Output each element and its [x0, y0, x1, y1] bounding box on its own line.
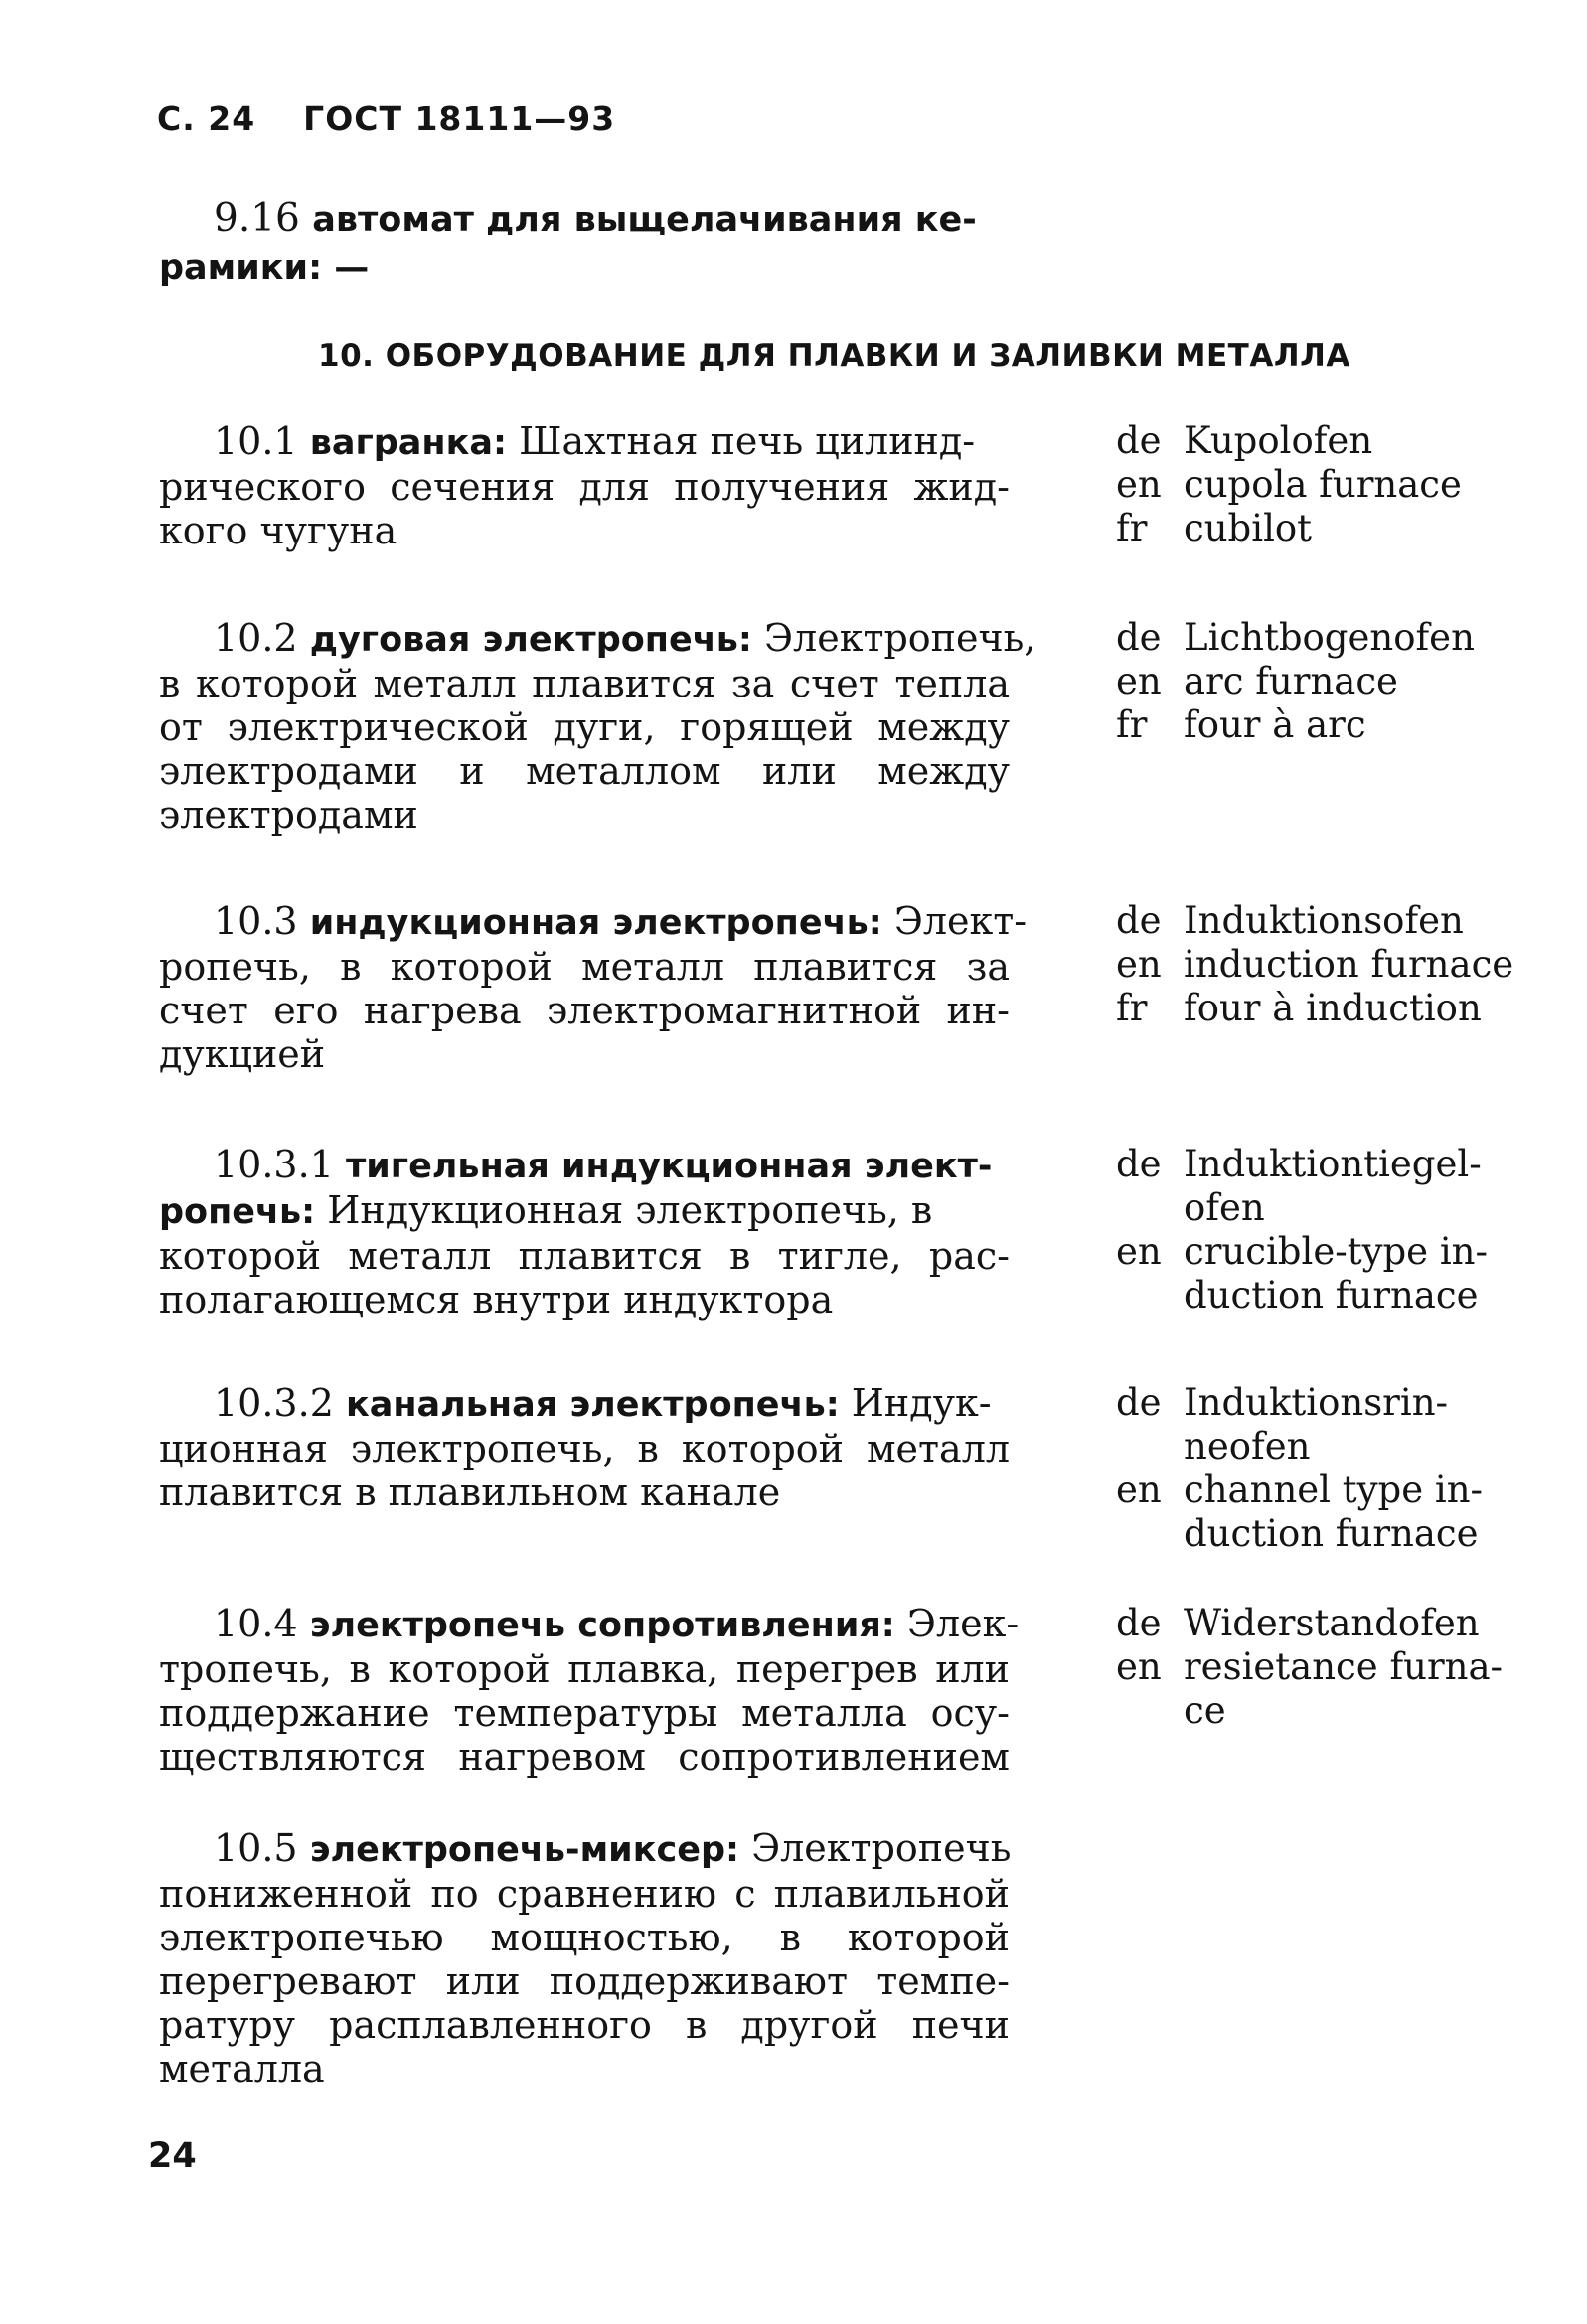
term-name-cont: рамики: —	[159, 248, 370, 288]
definition-line: дукцией	[159, 1032, 326, 1076]
definition-text: Шахтная печь цилинд-	[519, 419, 976, 463]
term-number: 10.4	[214, 1602, 298, 1645]
term-name: канальная электропечь:	[345, 1385, 840, 1425]
equivalent-de: de Widerstandofen	[1116, 1602, 1480, 1644]
equivalent-fr: fr four à induction	[1116, 987, 1482, 1029]
intro-term	[159, 195, 1029, 292]
definition-text: Электропечь	[751, 1826, 1012, 1870]
term-number: 9.16	[214, 196, 300, 240]
equivalent-de: de Induktiontiegel-	[1116, 1143, 1482, 1185]
page-number: 24	[148, 2136, 197, 2176]
equivalent-en: en induction furnace	[1116, 943, 1514, 986]
definition-text: Индукционная электропечь, в	[327, 1188, 933, 1232]
equivalent-en-cont: duction furnace	[1184, 1512, 1479, 1555]
definition-line: полагающемся внутри индуктора	[159, 1278, 834, 1321]
definition-line: металла	[159, 2047, 325, 2091]
definition-line: тропечь, в которой плавка, перегрев или	[159, 1647, 1010, 1691]
foreign-equivalents	[1116, 1143, 1587, 1317]
term-definition	[159, 1381, 1010, 1514]
definition-line: в которой металл плавится за счет тепла	[159, 662, 1010, 705]
equivalent-en-cont: duction furnace	[1184, 1274, 1479, 1317]
foreign-equivalents	[1116, 899, 1587, 1030]
section-heading: 10. ОБОРУДОВАНИЕ ДЛЯ ПЛАВКИ И ЗАЛИВКИ МЕТАЛЛА	[318, 338, 1350, 374]
foreign-equivalents	[1116, 419, 1587, 550]
definition-line: электродами	[159, 793, 418, 837]
term-name: электропечь сопротивления:	[309, 1606, 895, 1645]
term-definition	[159, 1143, 1010, 1321]
term-number: 10.3	[214, 899, 298, 943]
equivalent-en-cont: ce	[1184, 1689, 1226, 1732]
page-header	[157, 99, 615, 138]
term-name: электропечь-миксер:	[309, 1830, 739, 1870]
term-definition	[159, 899, 1028, 1076]
definition-line: ропечь, в которой металл плавится за	[159, 945, 1010, 989]
term-entry	[159, 1826, 1587, 2091]
definition-line: пониженной по сравнению с плавильной	[159, 1872, 1010, 1916]
term-entry	[159, 1602, 1587, 1779]
term-entry	[159, 1381, 1587, 1555]
equivalent-en: en resietance furna-	[1116, 1645, 1504, 1688]
term-name: дуговая электропечь:	[309, 620, 752, 660]
definition-line: рического сечения для получения жид-	[159, 465, 1010, 509]
foreign-equivalents	[1116, 616, 1587, 747]
term-name-cont: ропечь:	[159, 1192, 316, 1232]
definition-line: ратуру расплавленного в другой печи	[159, 2003, 1010, 2047]
equivalent-en: en channel type in-	[1116, 1469, 1484, 1511]
term-entry	[159, 899, 1587, 1076]
term-number: 10.3.2	[214, 1381, 334, 1425]
term-name: автомат для выщелачивания ке-	[312, 200, 977, 239]
equivalent-de: de Kupolofen	[1116, 419, 1373, 462]
term-definition	[159, 1602, 1020, 1779]
definition-line: электропечью мощностью, в которой	[159, 1916, 1010, 1959]
term-entry	[159, 419, 1587, 552]
term-name: тигельная индукционная элект-	[345, 1147, 993, 1186]
term-number: 10.2	[214, 616, 298, 660]
definition-line: электродами и металлом или между	[159, 749, 1010, 793]
term-name: индукционная электропечь:	[309, 903, 882, 943]
term-name: вагранка:	[309, 423, 507, 463]
term-entry	[159, 1143, 1587, 1321]
definition-text: Элек-	[906, 1602, 1020, 1645]
equivalent-en: en arc furnace	[1116, 660, 1398, 702]
definition-text: Индук-	[851, 1381, 992, 1425]
definition-line: плавится в плавильном канале	[159, 1471, 781, 1514]
definition-line: поддержание температуры металла осу-	[159, 1691, 1010, 1735]
foreign-equivalents	[1116, 1381, 1587, 1556]
equivalent-de-cont: ofen	[1184, 1186, 1265, 1229]
equivalent-de-cont: neofen	[1184, 1425, 1311, 1468]
definition-line: счет его нагрева электромагнитной ин-	[159, 989, 1010, 1032]
definition-text: Электропечь,	[763, 616, 1036, 660]
foreign-equivalents	[1116, 1602, 1587, 1733]
term-definition	[159, 419, 1010, 552]
definition-line: от электрической дуги, горящей между	[159, 705, 1010, 749]
definition-line: перегревают или поддерживают темпе-	[159, 1959, 1010, 2003]
equivalent-fr: fr four à arc	[1116, 703, 1366, 746]
equivalent-fr: fr cubilot	[1116, 507, 1313, 549]
definition-line: кого чугуна	[159, 509, 397, 552]
term-number: 10.1	[214, 419, 298, 463]
equivalent-en: en cupola furnace	[1116, 463, 1462, 506]
term-entry	[159, 616, 1587, 837]
term-definition	[159, 616, 1036, 837]
term-number: 10.3.1	[214, 1143, 334, 1186]
equivalent-de: de Induktionsofen	[1116, 899, 1464, 942]
definition-line: которой металл плавится в тигле, рас-	[159, 1234, 1010, 1278]
definition-line: ционная электропечь, в которой металл	[159, 1427, 1010, 1471]
equivalent-en: en crucible-type in-	[1116, 1230, 1488, 1273]
equivalent-de: de Lichtbogenofen	[1116, 616, 1475, 659]
equivalent-de: de Induktionsrin-	[1116, 1381, 1449, 1424]
page-ref: С. 24	[157, 99, 256, 138]
definition-text: Элект-	[893, 899, 1028, 943]
definition-line: ществляются нагревом сопротивлением	[159, 1735, 1010, 1779]
standard-code: ГОСТ 18111—93	[303, 99, 616, 138]
term-number: 10.5	[214, 1826, 298, 1870]
term-definition	[159, 1826, 1010, 2091]
